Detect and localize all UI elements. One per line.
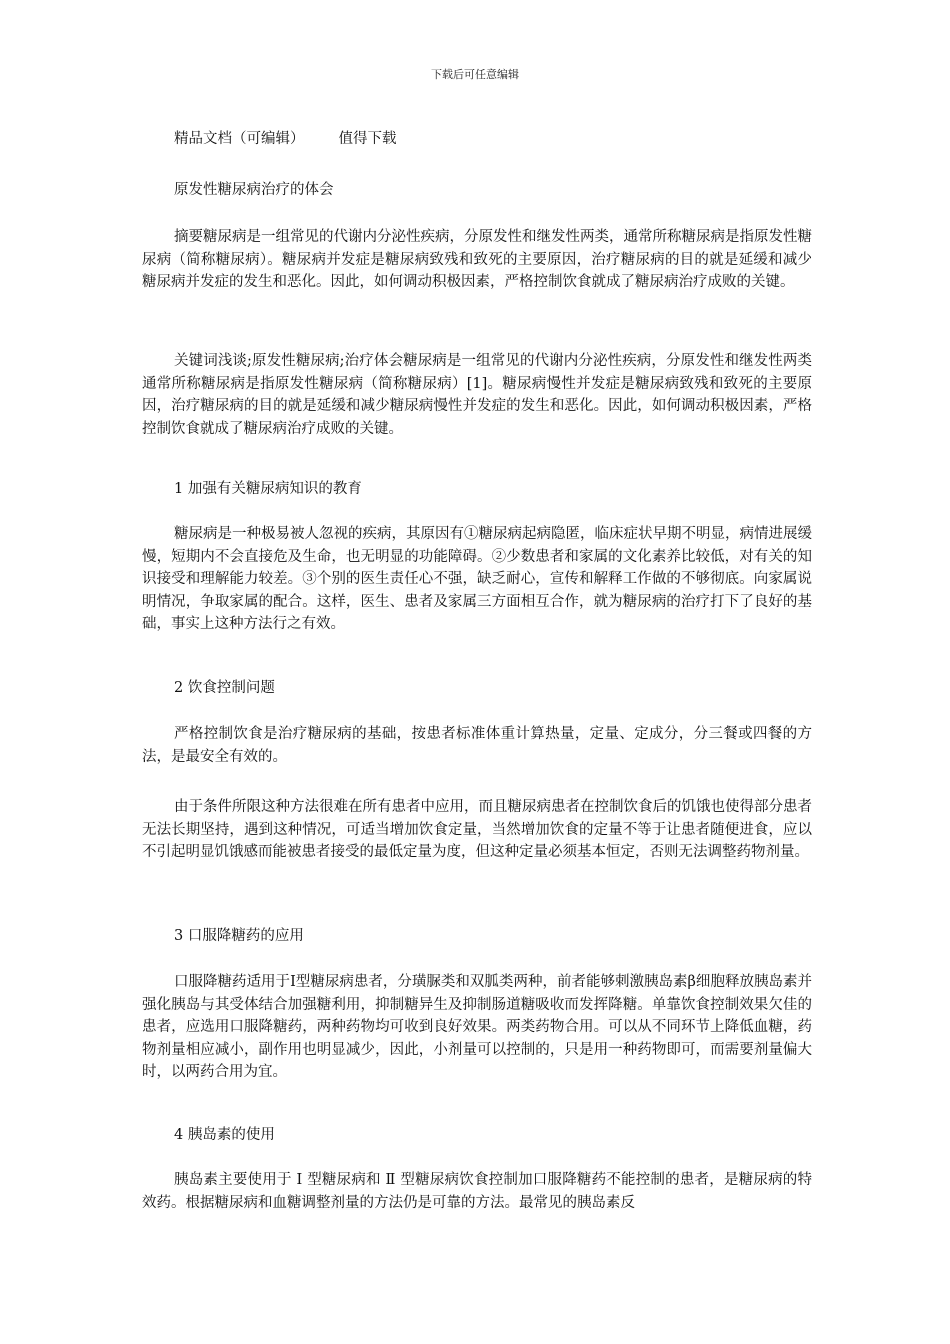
section-4-paragraph: 胰岛素主要使用于 Ⅰ 型糖尿病和 Ⅱ 型糖尿病饮食控制加口服降糖药不能控制的患者，是糖尿病的特效药。根据糖尿病和血糖调整剂量的方法仍是可靠的方法。最常见的胰岛素反 xyxy=(142,1172,812,1211)
section-1-paragraph: 糖尿病是一种极易被人忽视的疾病，其原因有①糖尿病起病隐匿，临床症状早期不明显，病情进展缓慢，短期内不会直接危及生命，也无明显的功能障碍。②少数患者和家属的文化素养比较低，对有关的知识接受和理解能力较差。③个别的医生责任心不强，缺乏耐心，宣传和解释工作做的不够彻底。向家属说明情况，争取家属的配合。这样，医生、患者及家属三方面相互合作，就为糖尿病的治疗打下了良好的基础，事实上这种方法行之有效。 xyxy=(142,526,812,632)
tagline-right: 值得下载 xyxy=(338,131,397,147)
tagline-left: 精品文档（可编辑） xyxy=(174,131,305,147)
section-3-paragraph: 口服降糖药适用于Ⅰ型糖尿病患者，分璜脲类和双胍类两种，前者能够刺激胰岛素β细胞释放胰岛素并强化胰岛与其受体结合加强糖利用，抑制糖异生及抑制肠道糖吸收而发挥降糖。单靠饮食控制效果欠佳的患者，应选用口服降糖药，两种药物均可收到良好效果。两类药物合用。可以从不同环节上降低血糖，药物剂量相应减小，副作用也明显减少，因此，小剂量可以控制的，只是用一种药物即可，而需要剂量偏大时，以两药合用为宜。 xyxy=(142,974,812,1080)
section-2-paragraph-1: 严格控制饮食是治疗糖尿病的基础，按患者标准体重计算热量，定量、定成分，分三餐或四餐的方法，是最安全有效的。 xyxy=(142,726,812,765)
abstract-paragraph: 摘要糖尿病是一组常见的代谢内分泌性疾病，分原发性和继发性两类，通常所称糖尿病是指原发性糖尿病（简称糖尿病）。糖尿病并发症是糖尿病致残和致死的主要原因，治疗糖尿病的目的就是延缓和减少糖尿病并发症的发生和恶化。因此，如何调动积极因素，严格控制饮食就成了糖尿病治疗成败的关键。 xyxy=(142,229,812,290)
page-header: 下载后可任意编辑 xyxy=(431,68,519,81)
section-heading-1: 1 加强有关糖尿病知识的教育 xyxy=(174,481,362,497)
tagline xyxy=(174,127,397,148)
section-heading-2: 2 饮食控制问题 xyxy=(174,680,275,696)
section-2-paragraph-2: 由于条件所限这种方法很难在所有患者中应用，而且糖尿病患者在控制饮食后的饥饿也使得部分患者无法长期坚持，遇到这种情况，可适当增加饮食定量，当然增加饮食的定量不等于让患者随便进食，应以不引起明显饥饿感而能被患者接受的最低定量为度，但这种定量必须基本恒定，否则无法调整药物剂量。 xyxy=(142,799,812,860)
section-heading-4: 4 胰岛素的使用 xyxy=(174,1127,275,1143)
keywords-paragraph: 关键词浅谈;原发性糖尿病;治疗体会糖尿病是一组常见的代谢内分泌性疾病，分原发性和继发性两类通常所称糖尿病是指原发性糖尿病（简称糖尿病）[1]。糖尿病慢性并发症是糖尿病致残和致死的主要原因，治疗糖尿病的目的就是延缓和减少糖尿病慢性并发症的发生和恶化。因此，如何调动积极因素，严格控制饮食就成了糖尿病治疗成败的关键。 xyxy=(142,353,812,437)
section-heading-3: 3 口服降糖药的应用 xyxy=(174,928,304,944)
document-title: 原发性糖尿病治疗的体会 xyxy=(174,182,334,198)
